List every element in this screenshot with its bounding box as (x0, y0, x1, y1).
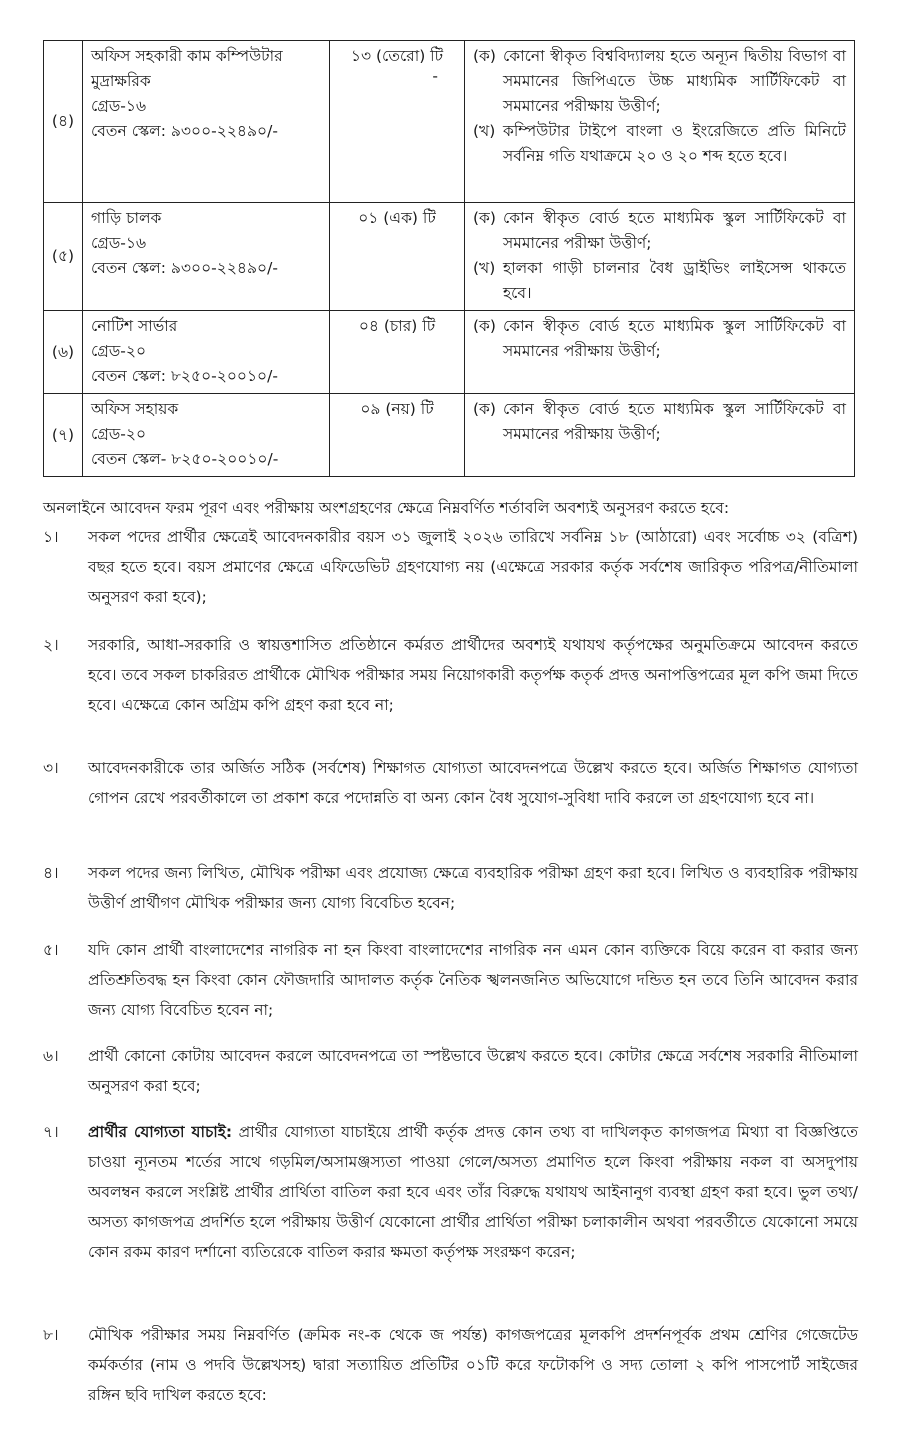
qualification-text: কোন স্বীকৃত বোর্ড হতে মাধ্যমিক স্কুল সার্টিফিকেট বা সমমানের পরীক্ষা উত্তীর্ণ; (503, 209, 846, 252)
post-count: ০১ (এক) টি (358, 209, 436, 227)
serial-cell: (৭) (44, 394, 83, 477)
serial-cell: (৫) (44, 203, 83, 311)
count-mark: - (432, 67, 438, 85)
condition-text: সকল পদের জন্য লিখিত, মৌখিক পরীক্ষা এবং প্রযোজ্য ক্ষেত্রে ব্যবহারিক পরীক্ষা গ্রহণ করা হবে। লিখিত ও ব্যবহারিক পরীক্ষায় উত্তীর্ণ প্রার্থীগণ মৌখিক পরীক্ষার জন্য যোগ্য বিবেচিত হবেন; (88, 864, 858, 912)
qualification-item (473, 206, 846, 256)
condition-item (43, 935, 858, 1025)
condition-heading: প্রার্থীর যোগ্যতা যাচাই: (88, 1123, 233, 1141)
conditions-intro: অনলাইনে আবেদন ফরম পূরণ এবং পরীক্ষায় অংশগ্রহণের ক্ষেত্রে নিম্নবর্ণিত শর্তাবলি অবশ্যই অনুসরণ করতে হবে: (43, 499, 730, 517)
condition-text: যদি কোন প্রার্থী বাংলাদেশের নাগরিক না হন কিংবা বাংলাদেশের নাগরিক নন এমন কোন ব্যক্তিকে বিয়ে করেন বা করার জন্য প্রতিশ্রুতিবদ্ধ হন কিংবা কোন ফৌজদারি আদালত কর্তৃক নৈতিক স্খলনজনিত অভিযোগে দন্ডিত হন তবে তিনি আবেদন করার জন্য যোগ্য বিবেচিত হবেন না; (88, 941, 858, 1019)
serial-cell: (৬) (44, 311, 83, 394)
table-row (44, 394, 855, 477)
qualification-text: কোন স্বীকৃত বোর্ড হতে মাধ্যমিক স্কুল সার্টিফিকেট বা সমমানের পরীক্ষায় উত্তীর্ণ; (503, 317, 846, 360)
qualification-text: হালকা গাড়ী চালনার বৈধ ড্রাইভিং লাইসেন্স থাকতে হবে। (503, 259, 846, 302)
qualification-label: (ক) (473, 209, 496, 227)
qualification-cell (465, 394, 855, 477)
post-name-cont: মুদ্রাক্ষরিক (91, 72, 151, 90)
post-name: গাড়ি চালক (91, 209, 162, 227)
condition-number: ৩। (43, 759, 59, 777)
post-cell (83, 311, 330, 394)
qualification-cell (465, 311, 855, 394)
post-grade: গ্রেড-১৬ (91, 97, 147, 115)
qualification-item (473, 314, 846, 364)
condition-number: ২। (43, 636, 59, 654)
post-name: অফিস সহকারী কাম কম্পিউটার (91, 47, 283, 65)
post-scale: বেতন স্কেল: ৯৩০০-২২৪৯০/- (91, 122, 278, 140)
table-row (44, 41, 855, 203)
condition-item (43, 630, 858, 720)
post-cell (83, 41, 330, 203)
qualification-item (473, 44, 846, 119)
qualification-text: কোনো স্বীকৃত বিশ্ববিদ্যালয় হতে অন্যূন দ্বিতীয় বিভাগ বা সমমানের জিপিএতে উচ্চ মাধ্যমিক সার্টিফিকেট বা সমমানের পরীক্ষায় উত্তীর্ণ; (503, 47, 846, 115)
posts-table (43, 40, 855, 477)
qualification-item (473, 256, 846, 306)
condition-item (43, 1041, 858, 1101)
condition-number: ৮। (43, 1326, 59, 1344)
condition-text: আবেদনকারীকে তার অর্জিত সঠিক (সর্বশেষ) শিক্ষাগত যোগ্যতা আবেদনপত্রে উল্লেখ করতে হবে। অর্জিত শিক্ষাগত যোগ্যতা গোপন রেখে পরবর্তীকালে তা প্রকাশ করে পদোন্নতি বা অন্য কোন বৈধ সুযোগ-সুবিধা দাবি করলে তা গ্রহণযোগ্য হবে না। (88, 759, 858, 807)
condition-number: ৫। (43, 941, 59, 959)
condition-text: প্রার্থীর যোগ্যতা যাচাইয়ে প্রার্থী কর্তৃক প্রদত্ত কোন তথ্য বা দাখিলকৃত কাগজপত্র মিথ্যা বা বিজ্ঞপ্তিতে চাওয়া ন্যূনতম শর্তের সাথে গড়মিল/অসামঞ্জস্যতা পাওয়া গেলে/অসত্য প্রমাণিত হলে কিংবা পরীক্ষায় নকল বা অসদুপায় অবলম্বন করলে সংশ্লিষ্ট প্রার্থীর প্রার্থিতা বাতিল করা হবে এবং তাঁর বিরুদ্ধে যথাযথ আইনানুগ ব্যবস্থা গ্রহণ করা হবে। ভুল তথ্য/অসত্য কাগজপত্র প্রদর্শিত হলে পরীক্ষায় উত্তীর্ণ যেকোনো প্রার্থীর প্রার্থিতা পরীক্ষা চলাকালীন অথবা পরবর্তীতে যেকোনো সময়ে কোন রকম কারণ দর্শানো ব্যতিরেকে বাতিল করার ক্ষমতা কর্তৃপক্ষ সংরক্ষণ করেন; (88, 1123, 858, 1261)
condition-number: ৭। (43, 1123, 59, 1141)
post-cell (83, 203, 330, 311)
qualification-label: (ক) (473, 317, 496, 335)
condition-number: ৪। (43, 864, 59, 882)
qualification-text: কোন স্বীকৃত বোর্ড হতে মাধ্যমিক স্কুল সার্টিফিকেট বা সমমানের পরীক্ষায় উত্তীর্ণ; (503, 400, 846, 443)
condition-text: প্রার্থী কোনো কোটায় আবেদন করলে আবেদনপত্রে তা স্পষ্টভাবে উল্লেখ করতে হবে। কোটার ক্ষেত্রে সর্বশেষ সরকারি নীতিমালা অনুসরণ করা হবে; (88, 1047, 858, 1095)
qualification-text: কম্পিউটার টাইপে বাংলা ও ইংরেজিতে প্রতি মিনিটে সর্বনিম্ন গতি যথাক্রমে ২০ ও ২০ শব্দ হতে হবে। (503, 122, 846, 165)
post-name: নোটিশ সার্ভার (91, 317, 178, 335)
post-count: ১৩ (তেরো) টি (350, 47, 444, 65)
post-scale: বেতন স্কেল- ৮২৫০-২০০১০/- (91, 450, 279, 468)
qualification-label: (ক) (473, 47, 496, 65)
count-cell (330, 203, 465, 311)
condition-text: মৌখিক পরীক্ষার সময় নিম্নবর্ণিত (ক্রমিক নং-ক থেকে জ পর্যন্ত) কাগজপত্রের মূলকপি প্রদর্শনপূর্বক প্রথম শ্রেণির গেজেটেড কর্মকর্তার (নাম ও পদবি উল্লেখসহ) দ্বারা সত্যায়িত প্রতিটির ০১টি করে ফটোকপি ও সদ্য তোলা ২ কপি পাসপোর্ট সাইজের রঙ্গিন ছবি দাখিল করতে হবে: (88, 1326, 858, 1404)
condition-text: সকল পদের প্রার্থীর ক্ষেত্রেই আবেদনকারীর বয়স ৩১ জুলাই ২০২৬ তারিখে সর্বনিম্ন ১৮ (আঠারো) এবং সর্বোচ্চ ৩২ (বত্রিশ) বছর হতে হবে। বয়স প্রমাণের ক্ষেত্রে এফিডেভিট গ্রহণযোগ্য নয় (এক্ষেত্রে সরকার কর্তৃক সর্বশেষ জারিকৃত পরিপত্র/নীতিমালা অনুসরণ করা হবে); (88, 528, 858, 606)
qualification-label: (ক) (473, 400, 496, 418)
qualification-label: (খ) (473, 259, 496, 277)
post-grade: গ্রেড-২০ (91, 425, 147, 443)
post-scale: বেতন স্কেল: ৮২৫০-২০০১০/- (91, 367, 278, 385)
condition-number: ১। (43, 528, 59, 546)
condition-item (43, 1320, 858, 1410)
post-count: ০৪ (চার) টি (358, 317, 436, 335)
count-cell (330, 311, 465, 394)
qualification-cell (465, 203, 855, 311)
post-cell (83, 394, 330, 477)
table-row (44, 203, 855, 311)
condition-text: সরকারি, আধা-সরকারি ও স্বায়ত্তশাসিত প্রতিষ্ঠানে কর্মরত প্রার্থীদের অবশ্যই যথাযথ কর্তৃপক্ষের অনুমতিক্রমে আবেদন করতে হবে। তবে সকল চাকরিরত প্রার্থীকে মৌখিক পরীক্ষার সময় নিয়োগকারী কতৃর্পক্ষ কতৃর্ক প্রদত্ত অনাপত্তিপত্রের মূল কপি জমা দিতে হবে। এক্ষেত্রে কোন অগ্রিম কপি গ্রহণ করা হবে না; (88, 636, 858, 714)
count-cell (330, 394, 465, 477)
condition-item (43, 753, 858, 813)
post-count: ০৯ (নয়) টি (360, 400, 434, 418)
post-grade: গ্রেড-২০ (91, 342, 147, 360)
condition-item (43, 522, 858, 612)
condition-item (43, 858, 858, 918)
post-name: অফিস সহায়ক (91, 400, 179, 418)
condition-body (88, 1117, 858, 1267)
count-cell (330, 41, 465, 203)
serial-cell: (৪) (44, 41, 83, 203)
qualification-cell (465, 41, 855, 203)
table-row (44, 311, 855, 394)
qualification-label: (খ) (473, 122, 496, 140)
qualification-item (473, 119, 846, 169)
post-grade: গ্রেড-১৬ (91, 234, 147, 252)
qualification-item (473, 397, 846, 447)
condition-item (43, 1117, 858, 1267)
post-scale: বেতন স্কেল: ৯৩০০-২২৪৯০/- (91, 259, 278, 277)
condition-number: ৬। (43, 1047, 59, 1065)
